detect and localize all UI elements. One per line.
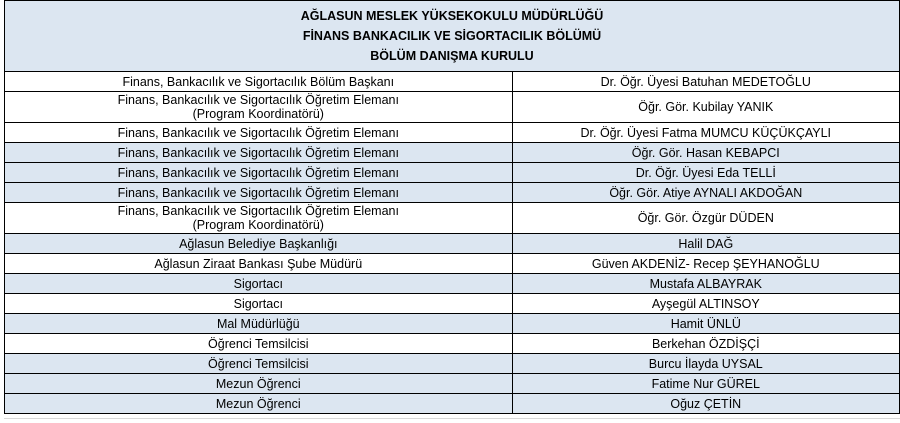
- role-text: Öğrenci Temsilcisi: [208, 336, 309, 351]
- member-name-cell[interactable]: [512, 163, 899, 183]
- role-cell[interactable]: [5, 72, 513, 92]
- role-subtext: (Program Koordinatörü): [192, 107, 324, 121]
- role-cell[interactable]: [5, 183, 513, 203]
- role-text: Finans, Bankacılık ve Sigortacılık Öğretim Elemanı: [117, 185, 399, 200]
- table-row: [5, 354, 900, 374]
- member-name: Burcu İlayda UYSAL: [648, 356, 763, 371]
- role-text: Finans, Bankacılık ve Sigortacılık Öğretim Elemanı: [117, 165, 399, 180]
- member-name: Öğr. Gör. Kubilay YANIK: [638, 100, 774, 114]
- role-cell[interactable]: [5, 374, 513, 394]
- header-line-1: AĞLASUN MESLEK YÜKSEKOKULU MÜDÜRLÜĞÜ: [300, 9, 604, 23]
- role-cell[interactable]: [5, 354, 513, 374]
- table-row: [5, 163, 900, 183]
- member-name-cell[interactable]: [512, 183, 899, 203]
- role-cell[interactable]: [5, 163, 513, 183]
- member-name-cell[interactable]: [512, 314, 899, 334]
- role-cell[interactable]: [5, 92, 513, 123]
- role-cell[interactable]: [5, 394, 513, 414]
- role-cell[interactable]: [5, 203, 513, 234]
- role-text: Finans, Bankacılık ve Sigortacılık Öğretim Elemanı: [117, 145, 399, 160]
- role-text: Finans, Bankacılık ve Sigortacılık Öğretim Elemanı: [117, 93, 399, 107]
- role-text: Sigortacı: [233, 296, 283, 311]
- table-row: [5, 334, 900, 354]
- role-text: Sigortacı: [233, 276, 283, 291]
- member-name: Oğuz ÇETİN: [670, 396, 742, 411]
- member-name: Dr. Öğr. Üyesi Batuhan MEDETOĞLU: [600, 74, 811, 89]
- member-name-cell[interactable]: [512, 72, 899, 92]
- advisory-board-table: [4, 0, 900, 414]
- member-name: Mustafa ALBAYRAK: [649, 276, 762, 291]
- member-name-cell[interactable]: [512, 294, 899, 314]
- member-name-cell[interactable]: [512, 92, 899, 123]
- role-text: Finans, Bankacılık ve Sigortacılık Öğretim Elemanı: [117, 204, 399, 218]
- member-name-cell[interactable]: [512, 274, 899, 294]
- member-name-cell[interactable]: [512, 254, 899, 274]
- member-name: Halil DAĞ: [678, 236, 734, 251]
- member-name-cell[interactable]: [512, 334, 899, 354]
- role-text: Ağlasun Ziraat Bankası Şube Müdürü: [154, 256, 363, 271]
- member-name: Berkehan ÖZDİŞÇİ: [651, 336, 760, 351]
- table-row: [5, 143, 900, 163]
- header-cell[interactable]: [5, 1, 900, 72]
- role-text: Finans, Bankacılık ve Sigortacılık Öğretim Elemanı: [117, 125, 399, 140]
- member-name-cell[interactable]: [512, 203, 899, 234]
- table-row: [5, 294, 900, 314]
- next-row-edge: [4, 418, 900, 423]
- role-cell[interactable]: [5, 234, 513, 254]
- role-cell[interactable]: [5, 334, 513, 354]
- member-name: Öğr. Gör. Hasan KEBAPCI: [631, 145, 780, 160]
- member-name: Öğr. Gör. Özgür DÜDEN: [637, 211, 774, 225]
- role-cell[interactable]: [5, 274, 513, 294]
- table-row: [5, 203, 900, 234]
- table-row: [5, 394, 900, 414]
- member-name-cell[interactable]: [512, 374, 899, 394]
- role-text: Mal Müdürlüğü: [216, 316, 300, 331]
- role-cell[interactable]: [5, 143, 513, 163]
- role-text: Ağlasun Belediye Başkanlığı: [179, 236, 338, 251]
- table-row: [5, 314, 900, 334]
- role-text: Mezun Öğrenci: [215, 376, 301, 391]
- member-name-cell[interactable]: [512, 123, 899, 143]
- member-name: Fatime Nur GÜREL: [651, 376, 760, 391]
- role-subtext: (Program Koordinatörü): [192, 218, 324, 232]
- table-row: [5, 274, 900, 294]
- table-row: [5, 374, 900, 394]
- role-text: Finans, Bankacılık ve Sigortacılık Bölüm Başkanı: [122, 74, 395, 89]
- member-name: Hamit ÜNLÜ: [670, 316, 741, 331]
- role-cell[interactable]: [5, 314, 513, 334]
- role-cell[interactable]: [5, 123, 513, 143]
- member-name: Öğr. Gör. Atiye AYNALI AKDOĞAN: [609, 185, 803, 200]
- member-name: Dr. Öğr. Üyesi Fatma MUMCU KÜÇÜKÇAYLI: [580, 125, 832, 140]
- header-line-2: FİNANS BANKACILIK VE SİGORTACILIK BÖLÜMÜ: [302, 29, 602, 43]
- table-row: [5, 254, 900, 274]
- table-row: [5, 123, 900, 143]
- member-name-cell[interactable]: [512, 143, 899, 163]
- header-line-3: BÖLÜM DANIŞMA KURULU: [370, 49, 534, 63]
- table-row: [5, 234, 900, 254]
- member-name: Ayşegül ALTINSOY: [651, 296, 760, 311]
- member-name-cell[interactable]: [512, 354, 899, 374]
- table-header-row: [5, 1, 900, 72]
- member-name: Güven AKDENİZ- Recep ŞEYHANOĞLU: [591, 256, 820, 271]
- role-text: Mezun Öğrenci: [215, 396, 301, 411]
- member-name: Dr. Öğr. Üyesi Eda TELLİ: [635, 165, 776, 180]
- table-row: [5, 92, 900, 123]
- table-row: [5, 72, 900, 92]
- member-name-cell[interactable]: [512, 394, 899, 414]
- member-name-cell[interactable]: [512, 234, 899, 254]
- table-row: [5, 183, 900, 203]
- role-text: Öğrenci Temsilcisi: [208, 356, 309, 371]
- role-cell[interactable]: [5, 254, 513, 274]
- role-cell[interactable]: [5, 294, 513, 314]
